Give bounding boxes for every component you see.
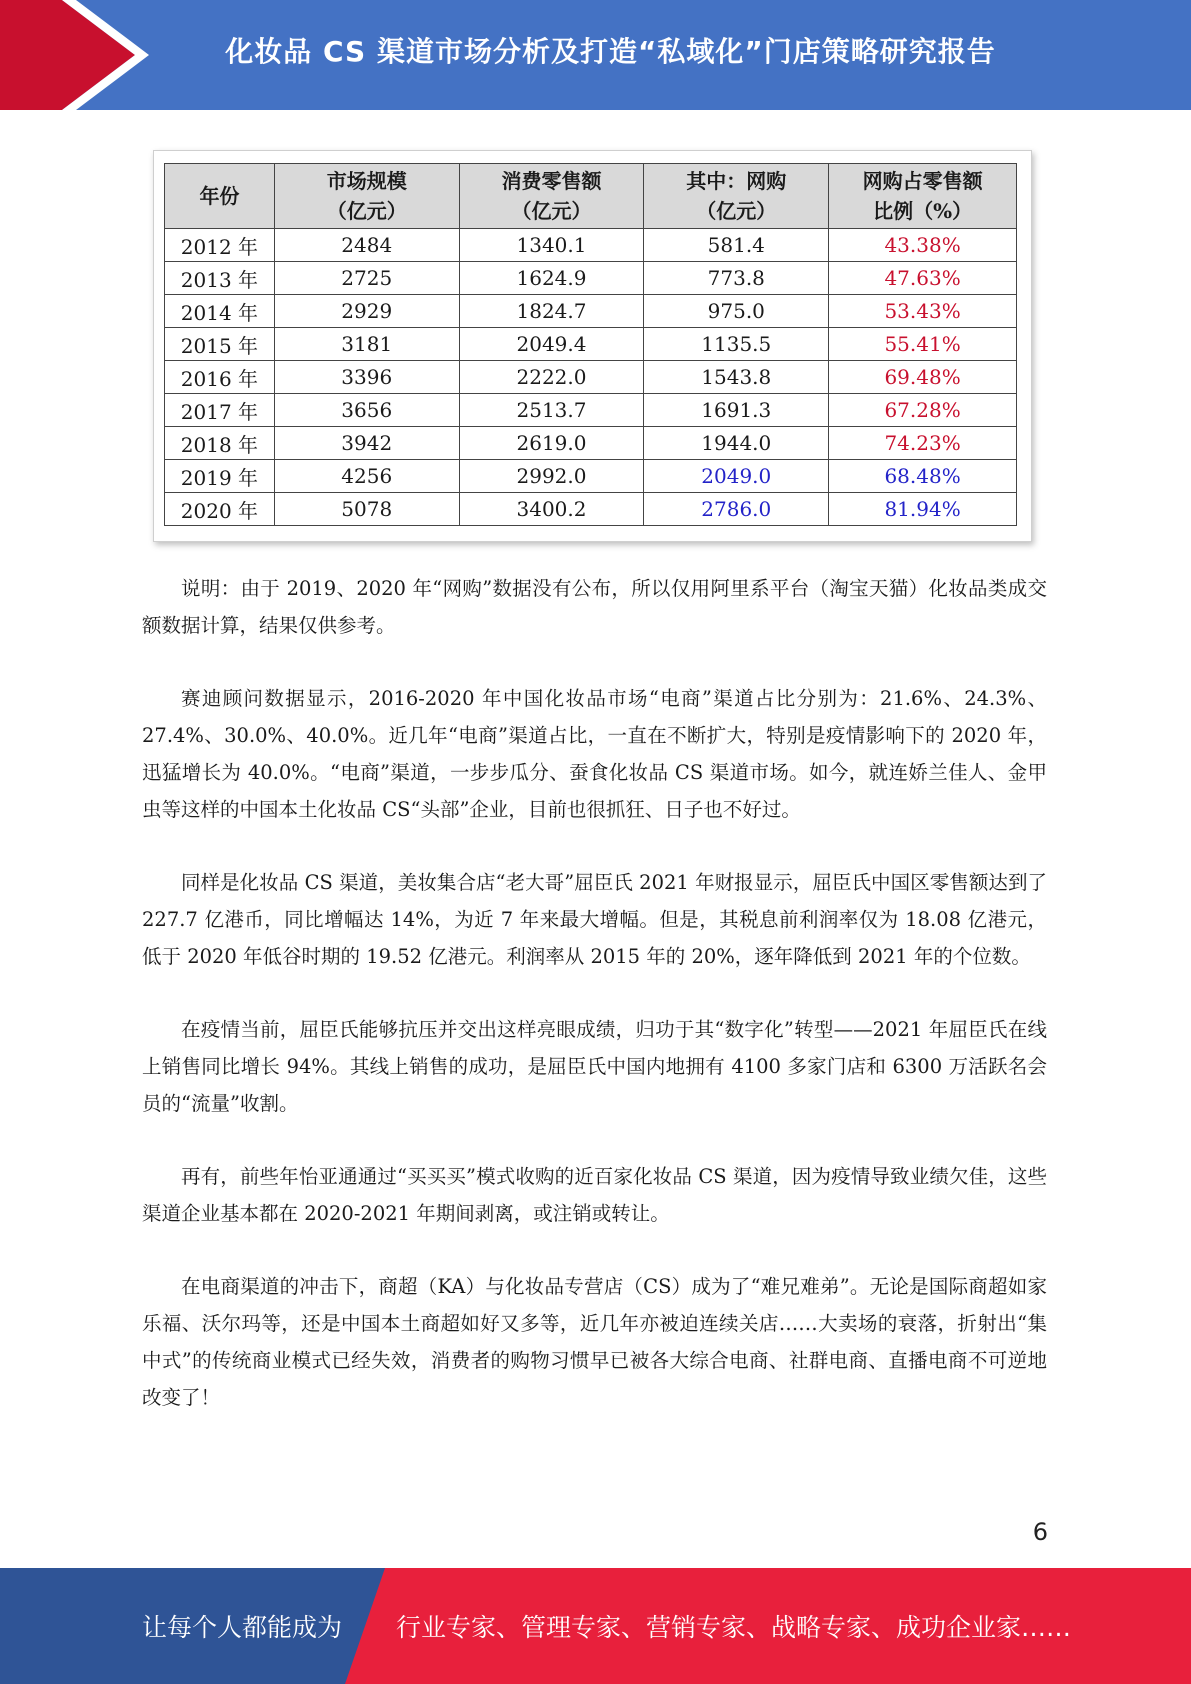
cell-market-size: 2725 xyxy=(274,262,459,295)
cell-retail-sales: 2992.0 xyxy=(459,460,644,493)
cell-online-ratio: 47.63% xyxy=(829,262,1017,295)
body-text xyxy=(142,570,1047,1452)
table-row xyxy=(165,361,1017,394)
cell-online-sales: 1944.0 xyxy=(644,427,829,460)
cell-retail-sales: 2222.0 xyxy=(459,361,644,394)
header-market-size: 市场规模 （亿元） xyxy=(274,164,459,229)
cell-online-ratio: 68.48% xyxy=(829,460,1017,493)
paragraph: 赛迪顾问数据显示，2016-2020 年中国化妆品市场“电商”渠道占比分别为：21.6%、24.3%、27.4%、30.0%、40.0%。近几年“电商”渠道占比，一直在不断扩大，特别是疫情影响下的 2020 年，迅猛增长为 40.0%。“电商”渠道，一步步瓜分、蚕食化妆品 CS 渠道市场。如今，就连娇兰佳人、金甲虫等这样的中国本土化妆品 CS“头部”企业，目前也很抓狂、日子也不好过。 xyxy=(142,687,1047,821)
page-number: 6 xyxy=(1032,1518,1048,1546)
cell-online-ratio: 81.94% xyxy=(829,493,1017,526)
cell-online-ratio: 67.28% xyxy=(829,394,1017,427)
cell-online-ratio: 53.43% xyxy=(829,295,1017,328)
table-header-row xyxy=(165,164,1017,229)
cell-year: 2015 年 xyxy=(165,328,275,361)
paragraph: 同样是化妆品 CS 渠道，美妆集合店“老大哥”屈臣氏 2021 年财报显示，屈臣氏中国区零售额达到了 227.7 亿港币，同比增幅达 14%，为近 7 年来最大增幅。但是，其税息前利润率仅为 18.08 亿港元，低于 2020 年低谷时期的 19.52 亿港元。利润率从 2015 年的 20%，逐年降低到 2021 年的个位数。 xyxy=(142,871,1047,968)
header-online-ratio: 网购占零售额 比例（%） xyxy=(829,164,1017,229)
cell-year: 2014 年 xyxy=(165,295,275,328)
table-row xyxy=(165,262,1017,295)
cell-online-sales: 1543.8 xyxy=(644,361,829,394)
data-table-figure xyxy=(153,150,1032,542)
cell-retail-sales: 1624.9 xyxy=(459,262,644,295)
cell-market-size: 5078 xyxy=(274,493,459,526)
cell-retail-sales: 3400.2 xyxy=(459,493,644,526)
cell-online-ratio: 55.41% xyxy=(829,328,1017,361)
header-online-sales: 其中：网购 （亿元） xyxy=(644,164,829,229)
cell-year: 2020 年 xyxy=(165,493,275,526)
cell-market-size: 4256 xyxy=(274,460,459,493)
cell-year: 2018 年 xyxy=(165,427,275,460)
cell-retail-sales: 2049.4 xyxy=(459,328,644,361)
cell-online-ratio: 43.38% xyxy=(829,229,1017,262)
cell-market-size: 3396 xyxy=(274,361,459,394)
cell-online-ratio: 74.23% xyxy=(829,427,1017,460)
cell-market-size: 3942 xyxy=(274,427,459,460)
table-row xyxy=(165,460,1017,493)
footer-slogan-left: 让每个人都能成为 xyxy=(142,1613,343,1642)
table-row xyxy=(165,427,1017,460)
footer-bar xyxy=(0,1568,1191,1684)
document-title: 化妆品 CS 渠道市场分析及打造“私域化”门店策略研究报告 xyxy=(225,35,996,68)
cell-online-sales: 2049.0 xyxy=(644,460,829,493)
cosmetics-market-table xyxy=(164,163,1017,526)
table-row xyxy=(165,229,1017,262)
paragraph: 在电商渠道的冲击下，商超（KA）与化妆品专营店（CS）成为了“难兄难弟”。无论是国际商超如家乐福、沃尔玛等，还是中国本土商超如好又多等，近几年亦被迫连续关店……大卖场的衰落，折射出“集中式”的传统商业模式已经失效，消费者的购物习惯早已被各大综合电商、社群电商、直播电商不可逆地改变了！ xyxy=(142,1275,1047,1409)
table-row xyxy=(165,328,1017,361)
cell-market-size: 2929 xyxy=(274,295,459,328)
cell-year: 2017 年 xyxy=(165,394,275,427)
cell-retail-sales: 1824.7 xyxy=(459,295,644,328)
cell-online-sales: 1691.3 xyxy=(644,394,829,427)
cell-online-sales: 2786.0 xyxy=(644,493,829,526)
cell-year: 2019 年 xyxy=(165,460,275,493)
footer-slogan-right: 行业专家、管理专家、营销专家、战略专家、成功企业家…… xyxy=(396,1613,1072,1642)
cell-year: 2013 年 xyxy=(165,262,275,295)
cell-year: 2016 年 xyxy=(165,361,275,394)
paragraph-note: 说明：由于 2019、2020 年“网购”数据没有公布，所以仅用阿里系平台（淘宝天猫）化妆品类成交额数据计算，结果仅供参考。 xyxy=(142,577,1047,637)
paragraph: 再有，前些年怡亚通通过“买买买”模式收购的近百家化妆品 CS 渠道，因为疫情导致业绩欠佳，这些渠道企业基本都在 2020-2021 年期间剥离，或注销或转让。 xyxy=(142,1165,1047,1225)
cell-online-ratio: 69.48% xyxy=(829,361,1017,394)
cell-retail-sales: 1340.1 xyxy=(459,229,644,262)
cell-market-size: 3181 xyxy=(274,328,459,361)
cell-online-sales: 975.0 xyxy=(644,295,829,328)
header-retail-sales: 消费零售额 （亿元） xyxy=(459,164,644,229)
cell-year: 2012 年 xyxy=(165,229,275,262)
cell-online-sales: 581.4 xyxy=(644,229,829,262)
header-year: 年份 xyxy=(165,164,275,229)
cell-market-size: 2484 xyxy=(274,229,459,262)
cell-online-sales: 1135.5 xyxy=(644,328,829,361)
table-row xyxy=(165,394,1017,427)
paragraph: 在疫情当前，屈臣氏能够抗压并交出这样亮眼成绩，归功于其“数字化”转型——2021 年屈臣氏在线上销售同比增长 94%。其线上销售的成功，是屈臣氏中国内地拥有 4100 多家门店和 6300 万活跃名会员的“流量”收割。 xyxy=(142,1018,1047,1115)
cell-market-size: 3656 xyxy=(274,394,459,427)
cell-retail-sales: 2619.0 xyxy=(459,427,644,460)
cell-retail-sales: 2513.7 xyxy=(459,394,644,427)
header-bar xyxy=(0,0,1191,110)
table-row xyxy=(165,493,1017,526)
header-arrow-icon xyxy=(0,0,150,110)
table-row xyxy=(165,295,1017,328)
cell-online-sales: 773.8 xyxy=(644,262,829,295)
